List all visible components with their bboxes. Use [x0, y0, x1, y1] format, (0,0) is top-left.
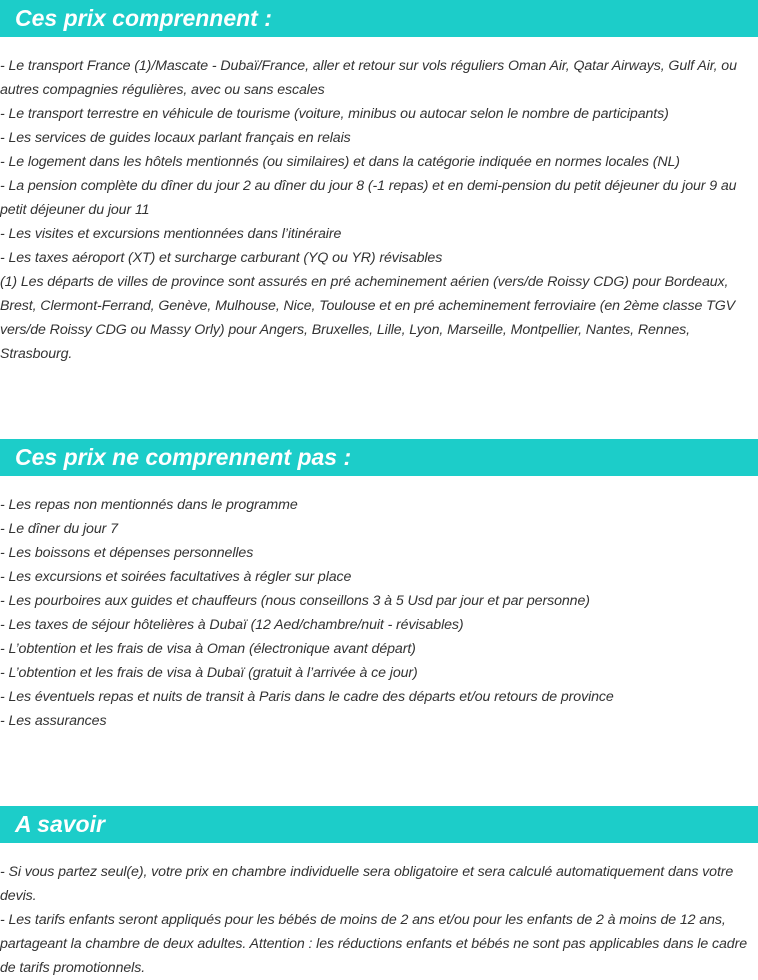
list-item: - Les taxes aéroport (XT) et surcharge carburant (YQ ou YR) révisables	[0, 250, 443, 266]
included-list	[0, 54, 758, 366]
list-item: - L’obtention et les frais de visa à Oman (électronique avant départ)	[0, 641, 416, 657]
section-heading-included: Ces prix comprennent :	[0, 0, 758, 37]
list-item: - Si vous partez seul(e), votre prix en chambre individuelle sera obligatoire et sera calculé automatiquement dans votre devis.	[0, 864, 734, 904]
list-item: - Les services de guides locaux parlant français en relais	[0, 130, 351, 146]
list-item: - Les boissons et dépenses personnelles	[0, 545, 254, 561]
list-item: - Le logement dans les hôtels mentionnés (ou similaires) et dans la catégorie indiquée en normes locales (NL)	[0, 154, 680, 170]
section-heading-not-included: Ces prix ne comprennent pas :	[0, 439, 758, 476]
list-item: - La pension complète du dîner du jour 2 au dîner du jour 8 (-1 repas) et en demi-pension du petit déjeuner du jour 9 au petit déjeuner du jour 11	[0, 178, 737, 218]
list-item: - Les tarifs enfants seront appliqués pour les bébés de moins de 2 ans et/ou pour les enfants de 2 à moins de 12 ans, partageant la chambre de deux adultes. Attention : les réductions enfants et bébés ne sont pas applicables dans le cadre de tarifs promotionnels.	[0, 912, 748, 976]
list-item: - Le transport France (1)/Mascate - Dubaï/France, aller et retour sur vols réguliers Oman Air, Qatar Airways, Gulf Air, ou autres compagnies régulières, avec ou sans escales	[0, 58, 737, 98]
list-item: - Le transport terrestre en véhicule de tourisme (voiture, minibus ou autocar selon le nombre de participants)	[0, 106, 669, 122]
list-item: - Les visites et excursions mentionnées dans l’itinéraire	[0, 226, 342, 242]
section-heading-good-to-know: A savoir	[0, 806, 758, 843]
list-item: - Les excursions et soirées facultatives à régler sur place	[0, 569, 352, 585]
list-item: - L’obtention et les frais de visa à Dubaï (gratuit à l’arrivée à ce jour)	[0, 665, 418, 681]
section-not-included	[0, 439, 758, 733]
list-item: - Les repas non mentionnés dans le programme	[0, 497, 298, 513]
list-item: - Les taxes de séjour hôtelières à Dubaï (12 Aed/chambre/nuit - révisables)	[0, 617, 464, 633]
not-included-list	[0, 493, 758, 733]
section-good-to-know	[0, 806, 758, 980]
section-included	[0, 0, 758, 366]
good-to-know-list	[0, 860, 758, 980]
footnote: (1) Les départs de villes de province sont assurés en pré acheminement aérien (vers/de Roissy CDG) pour Bordeaux, Brest, Clermont-Ferrand, Genève, Mulhouse, Nice, Toulouse et en pré acheminement ferroviaire (en 2ème classe TGV vers/de Roissy CDG ou Massy Orly) pour Angers, Bruxelles, Lille, Lyon, Marseille, Montpellier, Nantes, Rennes, Strasbourg.	[0, 274, 736, 362]
list-item: - Les pourboires aux guides et chauffeurs (nous conseillons 3 à 5 Usd par jour et par personne)	[0, 593, 590, 609]
list-item: - Les assurances	[0, 713, 107, 729]
list-item: - Le dîner du jour 7	[0, 521, 118, 537]
list-item: - Les éventuels repas et nuits de transit à Paris dans le cadre des départs et/ou retours de province	[0, 689, 614, 705]
